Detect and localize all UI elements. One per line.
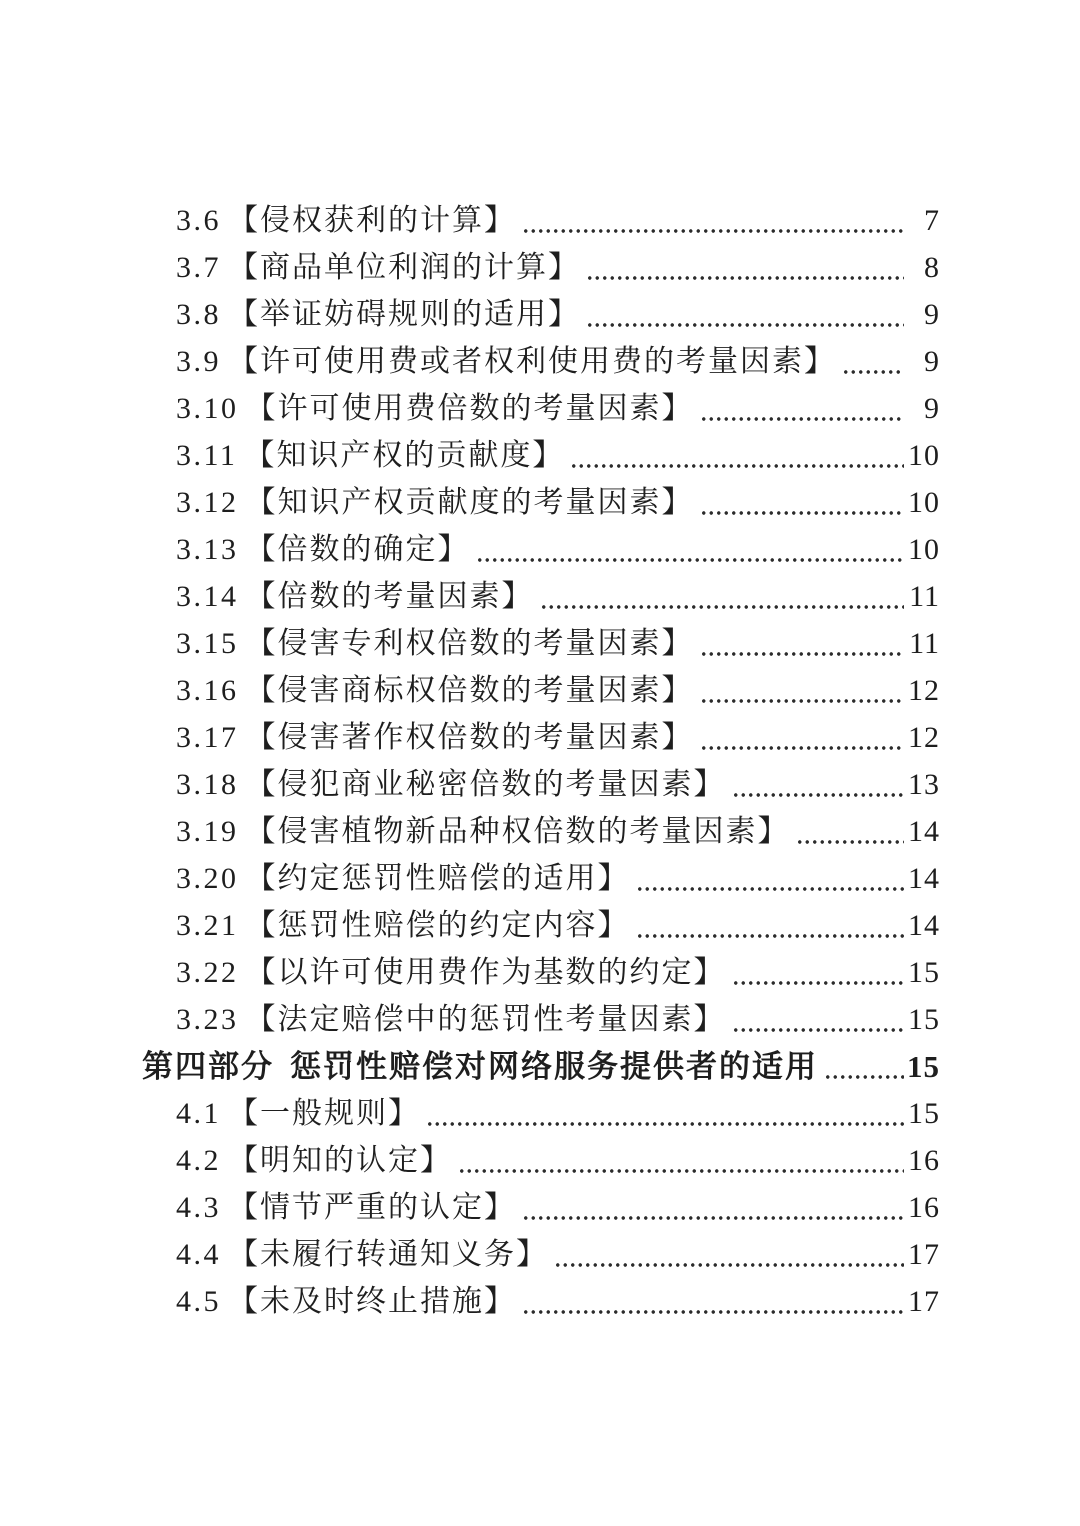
toc-entry [0,573,1080,620]
entry-number: 3.23 [176,1003,239,1036]
entry-page-number: 17 [908,1285,940,1318]
dot-leader [554,1231,904,1278]
entry-number: 3.17 [176,721,239,754]
entry-title: 【约定惩罚性赔偿的适用】 [245,862,630,895]
dot-leader [476,526,905,573]
entry-title: 【惩罚性赔偿的约定内容】 [245,909,630,942]
dot-leader [732,996,905,1043]
entry-title: 【法定赔偿中的惩罚性考量因素】 [245,1003,726,1036]
entry-page-number: 9 [924,298,940,331]
toc-entry [0,1184,1080,1231]
entry-title: 【情节严重的认定】 [228,1191,516,1224]
entry-title: 【商品单位利润的计算】 [228,251,580,284]
entry-title: 惩罚性赔偿对网络服务提供者的适用 [290,1049,818,1084]
entry-number: 3.19 [176,815,239,848]
entry-number: 3.20 [176,862,239,895]
toc-entry [0,620,1080,667]
entry-title: 【侵犯商业秘密倍数的考量因素】 [245,768,726,801]
toc-entry [0,338,1080,385]
toc-entry [0,761,1080,808]
entry-page-number: 14 [908,862,940,895]
dot-leader [636,855,905,902]
toc-entry [0,902,1080,949]
toc-entry [0,1231,1080,1278]
entry-title: 【侵害著作权倍数的考量因素】 [245,721,694,754]
entry-title: 【未及时终止措施】 [228,1285,516,1318]
dot-leader [426,1090,904,1137]
entry-page-number: 14 [908,909,940,942]
entry-page-number: 15 [908,1097,940,1130]
dot-leader [458,1137,904,1184]
entry-number: 第四部分 [142,1049,274,1084]
entry-page-number: 9 [924,345,940,378]
toc-entry [0,996,1080,1043]
entry-page-number: 7 [924,204,940,237]
entry-page-number: 15 [907,1049,940,1084]
dot-leader [700,479,905,526]
entry-page-number: 12 [908,721,940,754]
dot-leader [522,197,904,244]
dot-leader [586,291,904,338]
toc-entry [0,244,1080,291]
dot-leader [796,808,905,855]
dot-leader [636,902,905,949]
entry-title: 【一般规则】 [228,1097,420,1130]
entry-page-number: 13 [908,768,940,801]
entry-title: 【许可使用费倍数的考量因素】 [245,392,694,425]
dot-leader [824,1043,904,1090]
entry-number: 3.14 [176,580,239,613]
toc-entry [0,432,1080,479]
toc-entry [0,949,1080,996]
entry-number: 3.7 [176,251,221,284]
dot-leader [586,244,904,291]
entry-number: 3.12 [176,486,239,519]
toc-entry [0,526,1080,573]
toc-entry [0,479,1080,526]
entry-title: 【未履行转通知义务】 [228,1238,548,1271]
entry-number: 3.9 [176,345,221,378]
entry-page-number: 16 [908,1191,940,1224]
entry-title: 【许可使用费或者权利使用费的考量因素】 [228,345,836,378]
toc-entry [0,714,1080,761]
dot-leader [522,1278,904,1325]
dot-leader [700,620,905,667]
dot-leader [570,432,904,479]
entry-title: 【侵害植物新品种权倍数的考量因素】 [245,815,790,848]
entry-title: 【以许可使用费作为基数的约定】 [245,956,726,989]
entry-number: 3.15 [176,627,239,660]
entry-page-number: 15 [908,956,940,989]
toc-entry [0,1090,1080,1137]
entry-number: 3.8 [176,298,221,331]
toc-entry [0,667,1080,714]
entry-page-number: 17 [908,1238,940,1271]
entry-page-number: 10 [908,486,940,519]
toc-entry [0,808,1080,855]
dot-leader [700,667,905,714]
entry-number: 4.2 [176,1144,221,1177]
entry-number: 4.4 [176,1238,221,1271]
entry-title: 【明知的认定】 [228,1144,452,1177]
entry-page-number: 9 [924,392,940,425]
entry-page-number: 8 [924,251,940,284]
entry-page-number: 10 [908,533,940,566]
entry-number: 3.10 [176,392,239,425]
entry-number: 3.21 [176,909,239,942]
toc-entry [0,291,1080,338]
toc-entry [0,1137,1080,1184]
dot-leader [522,1184,904,1231]
entry-number: 3.22 [176,956,239,989]
entry-title: 【知识产权的贡献度】 [244,439,565,472]
toc-entry [0,1278,1080,1325]
entry-page-number: 11 [909,627,940,660]
entry-title: 【知识产权贡献度的考量因素】 [245,486,694,519]
dot-leader [700,385,905,432]
dot-leader [700,714,905,761]
entry-title: 【侵害商标权倍数的考量因素】 [245,674,694,707]
entry-title: 【举证妨碍规则的适用】 [228,298,580,331]
entry-page-number: 15 [908,1003,940,1036]
dot-leader [540,573,905,620]
entry-number: 3.11 [176,439,238,472]
entry-title: 【侵害专利权倍数的考量因素】 [245,627,694,660]
entry-page-number: 16 [908,1144,940,1177]
dot-leader [732,761,905,808]
entry-number: 3.18 [176,768,239,801]
toc-entry [0,197,1080,244]
entry-page-number: 11 [909,580,940,613]
dot-leader [842,338,904,385]
entry-title: 【倍数的确定】 [245,533,470,566]
entry-number: 4.5 [176,1285,221,1318]
entry-title: 【倍数的考量因素】 [245,580,534,613]
entry-page-number: 12 [908,674,940,707]
entry-number: 3.13 [176,533,239,566]
toc-entry [0,385,1080,432]
entry-number: 3.6 [176,204,221,237]
entry-title: 【侵权获利的计算】 [228,204,516,237]
entry-page-number: 14 [908,815,940,848]
dot-leader [732,949,905,996]
table-of-contents [0,197,1080,1325]
entry-number: 4.1 [176,1097,221,1130]
entry-number: 3.16 [176,674,239,707]
entry-number: 4.3 [176,1191,221,1224]
toc-entry [0,1043,1080,1090]
toc-entry [0,855,1080,902]
entry-page-number: 10 [908,439,940,472]
